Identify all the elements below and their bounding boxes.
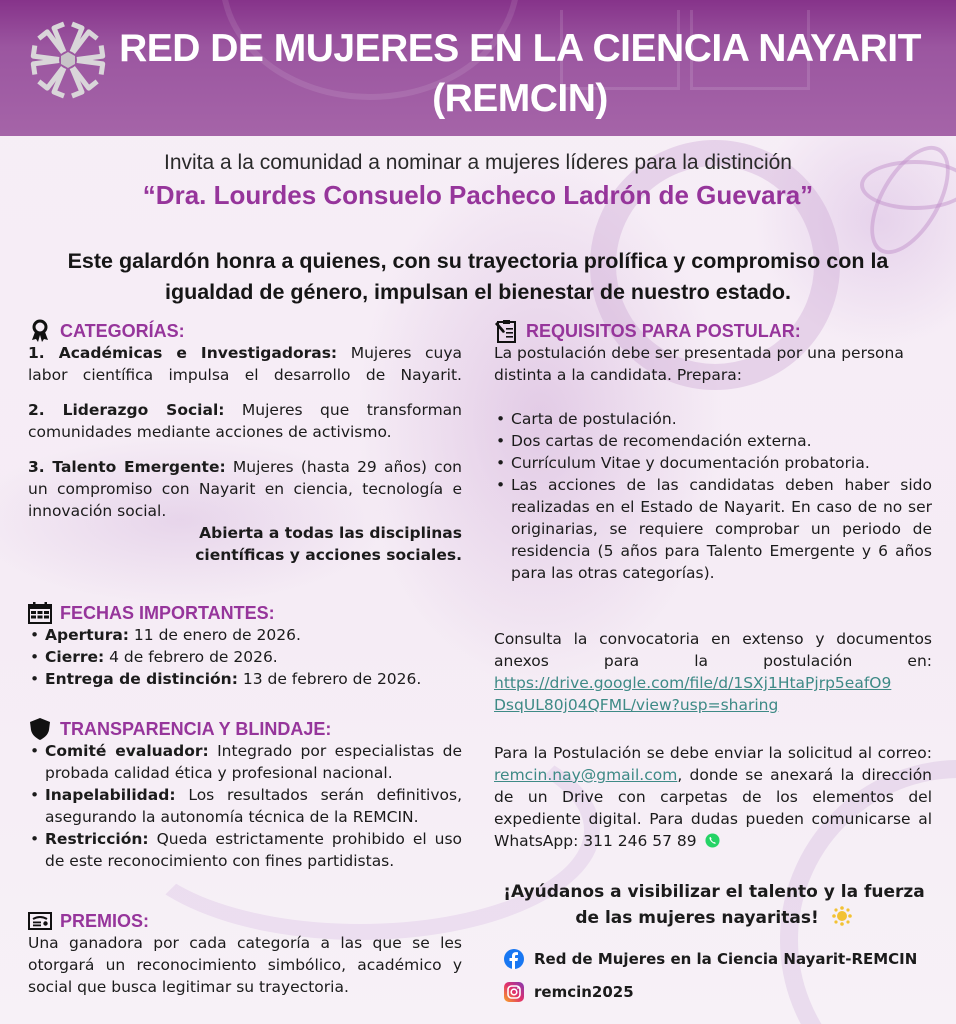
- requirement-item: • Dos cartas de recomendación externa.: [494, 430, 932, 452]
- section-header: [28, 318, 462, 344]
- section-title: REQUISITOS PARA POSTULAR:: [526, 321, 801, 341]
- tagline-line-1: Este galardón honra a quienes, con su trayectoria prolífica y compromiso con la: [67, 249, 889, 273]
- section-consulta: [494, 628, 932, 716]
- section-transparencia: [28, 716, 462, 872]
- section-fechas: [28, 600, 462, 690]
- category-item: 3. Talento Emergente: Mujeres (hasta 29 años) con un compromiso con Nayarit en ciencia, tecnología e innovación social.: [28, 458, 463, 520]
- requirements-list: [494, 408, 932, 584]
- title-line-1: RED DE MUJERES EN LA CIENCIA NAYARIT: [119, 27, 921, 70]
- award-ribbon-icon: [28, 319, 52, 343]
- section-categorias: [28, 318, 462, 566]
- disciplines-note: Abierta a todas las disciplinas científicas y acciones sociales.: [195, 524, 462, 564]
- date-item: • Apertura: 11 de enero de 2026.: [28, 624, 462, 646]
- header-banner: [0, 0, 956, 136]
- tagline-line-2: igualdad de género, impulsan el bienestar de nuestro estado.: [164, 280, 792, 304]
- email-link[interactable]: remcin.nay@gmail.com: [494, 766, 678, 784]
- section-header: [28, 716, 462, 742]
- section-header: [28, 600, 462, 626]
- call-to-action: ¡Ayúdanos a visibilizar el talento y la fuerza de las mujeres nayaritas!: [503, 882, 925, 928]
- transparency-item: • Comité evaluador: Integrado por especialistas de probada calidad ética y profesional nacional.: [28, 740, 462, 784]
- date-item: • Cierre: 4 de febrero de 2026.: [28, 646, 462, 668]
- remcin-logo-icon: [28, 20, 108, 100]
- section-title: TRANSPARENCIA Y BLINDAJE:: [60, 719, 332, 739]
- transparency-item: • Restricción: Queda estrictamente prohibido el uso de este reconocimiento con fines partidistas.: [28, 828, 462, 872]
- title-line-2: (REMCIN): [432, 77, 608, 120]
- page-title: [110, 24, 930, 124]
- requirement-item: • Currículum Vitae y documentación probatoria.: [494, 452, 932, 474]
- instagram-link[interactable]: remcin2025: [504, 982, 634, 1002]
- requirement-item: • Las acciones de las candidatas deben haber sido realizadas en el Estado de Nayarit. En caso de no ser originarias, se requiere comprobar un periodo de residencia (5 años para Talento Emergente y 6 años para las otras categorías).: [494, 474, 932, 584]
- certificate-icon: [28, 909, 52, 933]
- section-requisitos: [494, 318, 932, 584]
- clipboard-pen-icon: [494, 319, 518, 343]
- calendar-icon: [28, 601, 52, 625]
- requirements-intro: La postulación debe ser presentada por una persona distinta a la candidata. Prepara:: [494, 344, 904, 384]
- sparkle-sun-icon: [831, 905, 853, 927]
- intro: [0, 148, 956, 212]
- transparency-list: [28, 740, 462, 872]
- shield-icon: [28, 717, 52, 741]
- section-header: [28, 908, 462, 934]
- facebook-icon: [504, 949, 524, 969]
- prizes-text: Una ganadora por cada categoría a las que se les otorgará un reconocimiento simbólico, académico y social que busca legitimar su trayectoria.: [28, 934, 462, 996]
- postulacion-text: Para la Postulación se debe enviar la solicitud al correo: remcin.nay@gmail.com, donde se anexará la dirección de un Drive con carpetas de los elementos del expediente digital. Para dudas pueden comunicarse al WhatsApp: 311 246 57 89: [494, 744, 932, 850]
- transparency-item: • Inapelabilidad: Los resultados serán definitivos, asegurando la autonomía técnica de la REMCIN.: [28, 784, 462, 828]
- section-postulacion: [494, 742, 932, 852]
- section-premios: [28, 908, 462, 998]
- whatsapp-icon[interactable]: [705, 833, 720, 848]
- consulta-text: Consulta la convocatoria en extenso y documentos anexos para la postulación en:: [494, 630, 932, 670]
- convocatoria-link[interactable]: https://drive.google.com/file/d/1SXj1HtaPjrp5eafO9 DsqUL80j04QFML/view?usp=sharing: [494, 674, 892, 714]
- section-header: [494, 318, 932, 344]
- instagram-icon: [504, 982, 524, 1002]
- tagline: [30, 246, 926, 308]
- section-title: CATEGORÍAS:: [60, 321, 185, 341]
- section-title: FECHAS IMPORTANTES:: [60, 603, 275, 623]
- facebook-link[interactable]: Red de Mujeres en la Ciencia Nayarit-REMCIN: [504, 949, 917, 969]
- section-title: PREMIOS:: [60, 911, 150, 931]
- category-item: 2. Liderazgo Social: Mujeres que transforman comunidades mediante acciones de activismo.: [28, 401, 462, 441]
- award-name: “Dra. Lourdes Consuelo Pacheco Ladrón de Guevara”: [142, 180, 814, 210]
- dates-list: [28, 624, 462, 690]
- date-item: • Entrega de distinción: 13 de febrero de 2026.: [28, 668, 462, 690]
- requirement-item: • Carta de postulación.: [494, 408, 932, 430]
- category-item: 1. Académicas e Investigadoras: Mujeres cuya labor científica impulsa el desarrollo de Nayarit.: [28, 344, 462, 384]
- invite-text: Invita a la comunidad a nominar a mujeres líderes para la distinción: [163, 151, 792, 174]
